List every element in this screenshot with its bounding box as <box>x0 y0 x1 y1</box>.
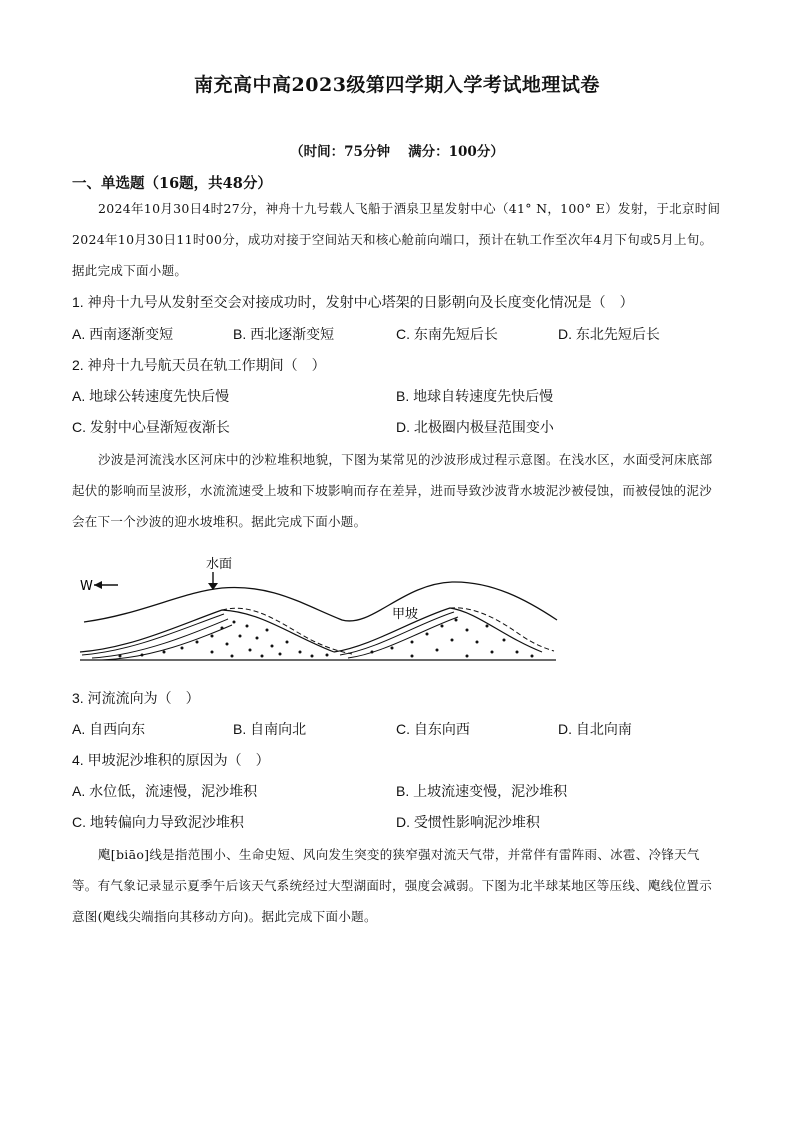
question-3-stem: 3. 河流流向为（ ） <box>72 690 200 706</box>
question-2-option-c[interactable]: C. 发射中心昼渐短夜渐长 <box>72 419 230 435</box>
question-3-option-a[interactable]: A. 自西向东 <box>72 721 146 737</box>
direction-label: W <box>80 579 93 594</box>
question-2-option-a[interactable]: A. 地球公转速度先快后慢 <box>72 388 230 404</box>
question-4-option-b[interactable]: B. 上坡流速变慢，泥沙堆积 <box>396 783 568 799</box>
passage-3: 飑[biāo]线是指范围小、生命史短、风向发生突变的狭窄强对流天气带，并常伴有雷阵雨、冰雹、冷锋天气等。有气象记录显示夏季午后该天气系统经过大型湖面时，强度会减弱。下图为北半球某地区等压线、飑线位置示意图(飑线尖端指向其移动方向)。据此完成下面小题。 <box>72 847 713 924</box>
question-2-option-d[interactable]: D. 北极圈内极昼范围变小 <box>396 419 554 435</box>
question-1-stem: 1. 神舟十九号从发射至交会对接成功时，发射中心塔架的日影朝向及长度变化情况是（ ） <box>72 294 634 310</box>
question-3-option-d[interactable]: D. 自北向南 <box>558 721 632 737</box>
question-4-option-d[interactable]: D. 受惯性影响泥沙堆积 <box>396 814 540 830</box>
section-heading: 一、单选题（16题，共48分） <box>72 175 272 192</box>
question-3-option-c[interactable]: C. 自东向西 <box>396 721 470 737</box>
passage-1: 2024年10月30日4时27分，神舟十九号载人飞船于酒泉卫星发射中心（41° N，100° E）发射，于北京时间2024年10月30日11时00分，成功对接于空间站天和核心舱前向端口，预计在轨工作至次年4月下旬或5月上旬。据此完成下面小题。 <box>72 201 721 278</box>
passage-2: 沙波是河流浅水区河床中的沙粒堆积地貌，下图为某常见的沙波形成过程示意图。在浅水区，水面受河床底部起伏的影响而呈波形，水流流速受上坡和下坡影响而存在差异，进而导致沙波背水坡泥沙被侵蚀，而被侵蚀的泥沙会在下一个沙波的迎水坡堆积。据此完成下面小题。 <box>72 452 713 529</box>
question-2-stem: 2. 神舟十九号航天员在轨工作期间（ ） <box>72 357 326 373</box>
water-surface-label: 水面 <box>206 557 233 572</box>
question-2-option-b[interactable]: B. 地球自转速度先快后慢 <box>396 388 554 404</box>
water-surface-line <box>84 582 557 622</box>
question-3-option-b[interactable]: B. 自南向北 <box>233 721 307 737</box>
question-1-option-b[interactable]: B. 西北逐渐变短 <box>233 326 335 342</box>
question-4-option-a[interactable]: A. 水位低，流速慢，泥沙堆积 <box>72 783 258 799</box>
sand-wave-diagram <box>72 552 562 670</box>
question-4-option-c[interactable]: C. 地转偏向力导致泥沙堆积 <box>72 814 244 830</box>
question-1-option-c[interactable]: C. 东南先短后长 <box>396 326 498 342</box>
slope-jia-label: 甲坡 <box>392 607 419 622</box>
question-4-stem: 4. 甲坡泥沙堆积的原因为（ ） <box>72 752 270 768</box>
question-1-option-a[interactable]: A. 西南逐渐变短 <box>72 326 174 342</box>
page-title: 南充高中高2023级第四学期入学考试地理试卷 <box>194 74 600 96</box>
question-1-option-d[interactable]: D. 东北先短后长 <box>558 326 660 342</box>
exam-info: （时间：75分钟 满分：100分） <box>290 144 504 160</box>
